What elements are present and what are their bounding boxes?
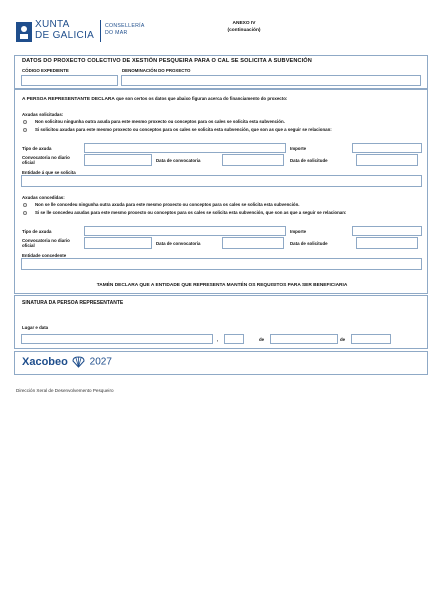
granted-call-date-label: Data de convocatoria xyxy=(156,241,201,246)
granted-call-field[interactable] xyxy=(84,237,152,249)
granted-none-radio[interactable] xyxy=(23,203,27,207)
requested-type-label: Tipo de axuda xyxy=(22,146,52,151)
granted-entity-field[interactable] xyxy=(21,258,422,270)
year-field[interactable] xyxy=(351,334,391,344)
granted-entity-label: Entidade concedente xyxy=(22,253,67,258)
requested-request-date-field[interactable] xyxy=(356,154,418,166)
granted-type-label: Tipo de axuda xyxy=(22,229,52,234)
granted-request-date-field[interactable] xyxy=(356,237,418,249)
granted-amount-field[interactable] xyxy=(352,226,422,236)
granted-call-date-field[interactable] xyxy=(222,237,284,249)
xacobeo-year: 2027 xyxy=(89,356,112,368)
declaration-heading-rest: que son certos os datos que abaixo figuran acerca do financiamento do proxecto: xyxy=(114,96,288,101)
code-label: CÓDIGO EXPEDIENTE xyxy=(22,68,69,73)
requested-request-date-label: Data de solicitude xyxy=(290,158,328,163)
day-field[interactable] xyxy=(224,334,244,344)
scallop-shell-icon xyxy=(72,356,85,368)
requested-call-date-field[interactable] xyxy=(222,154,284,166)
month-field[interactable] xyxy=(270,334,338,344)
xunta-logo-line2: DE GALICIA xyxy=(35,30,95,41)
directorate-footer: Dirección Xeral de Desenvolvemento Pesqueiro xyxy=(16,388,114,393)
consellaria-line1: CONSELLERÍA xyxy=(105,23,145,29)
xunta-logo xyxy=(16,20,148,46)
project-name-label: DENOMINACIÓN DO PROXECTO xyxy=(122,68,191,73)
granted-call-label: Convocatoria no diario oficial xyxy=(22,238,70,248)
requested-call-date-label: Data de convocatoria xyxy=(156,158,201,163)
granted-yes-radio[interactable] xyxy=(23,211,27,215)
code-field[interactable] xyxy=(21,75,118,86)
granted-amount-label: Importe xyxy=(290,229,307,234)
comma-separator: , xyxy=(217,337,219,342)
signature-title: SINATURA DA PERSOA REPRESENTANTE xyxy=(22,300,124,306)
requested-none-text: Non solicitou ningunha outra axuda para este mesmo proxecto ou conceptos para os cales se solicita esta subvención. xyxy=(35,119,285,124)
requirements-declaration: TAMÉN DECLARA QUE A ENTIDADE QUE REPRESENTA MANTÉN OS REQUISITOS PARA SER BENEFICIARIA xyxy=(96,283,348,288)
requested-title: Axudas solicitadas: xyxy=(22,112,64,117)
logo-divider xyxy=(100,20,101,42)
requested-call-field[interactable] xyxy=(84,154,152,166)
place-date-label: Lugar e data xyxy=(22,325,49,330)
requested-amount-field[interactable] xyxy=(352,143,422,153)
requested-yes-text: Si solicitou axudas para este mesmo proxecto ou conceptos para os cales se solicita esta subvención, que son as que a seguir se relacionan: xyxy=(35,127,332,132)
requested-type-field[interactable] xyxy=(84,143,286,153)
of-separator-1: de xyxy=(259,337,265,342)
granted-request-date-label: Data de solicitude xyxy=(290,241,328,246)
annex-title: ANEXO IV xyxy=(232,21,256,26)
granted-title: Axudas concedidas: xyxy=(22,195,65,200)
declaration-heading-bold: A PERSOA REPRESENTANTE DECLARA xyxy=(22,97,115,102)
project-section-title: DATOS DO PROXECTO COLECTIVO DE XESTIÓN PESQUEIRA PARA O CAL SE SOLICITA A SUBVENCIÓN xyxy=(22,58,312,64)
consellaria-line2: DO MAR xyxy=(105,30,128,36)
granted-none-text: Non se lle concedeu ningunha outra axuda para este mesmo proxecto ou conceptos para os cales se solicita esta subvención. xyxy=(35,202,300,207)
xacobeo-logo xyxy=(22,356,112,372)
granted-yes-text: Si se lle concedeu axudas para este mesmo proxecto ou conceptos para os cales se solicita esta subvención, que son as que a seguir se relacionan: xyxy=(35,210,347,215)
place-field[interactable] xyxy=(21,334,213,344)
requested-yes-radio[interactable] xyxy=(23,128,27,132)
of-separator-2: de xyxy=(340,337,346,342)
requested-entity-field[interactable] xyxy=(21,175,422,187)
declaration-heading xyxy=(22,96,287,102)
annex-subtitle: (continuación) xyxy=(227,28,261,33)
project-name-field[interactable] xyxy=(121,75,421,86)
requested-none-radio[interactable] xyxy=(23,120,27,124)
xacobeo-word: Xacobeo xyxy=(22,356,68,368)
xunta-logo-line1: XUNTA xyxy=(35,19,70,30)
requested-call-label: Convocatoria no diario oficial xyxy=(22,155,70,165)
requested-amount-label: Importe xyxy=(290,146,307,151)
xunta-shield-icon xyxy=(16,22,32,42)
granted-type-field[interactable] xyxy=(84,226,286,236)
requested-entity-label: Entidade á que se solicita xyxy=(22,170,76,175)
